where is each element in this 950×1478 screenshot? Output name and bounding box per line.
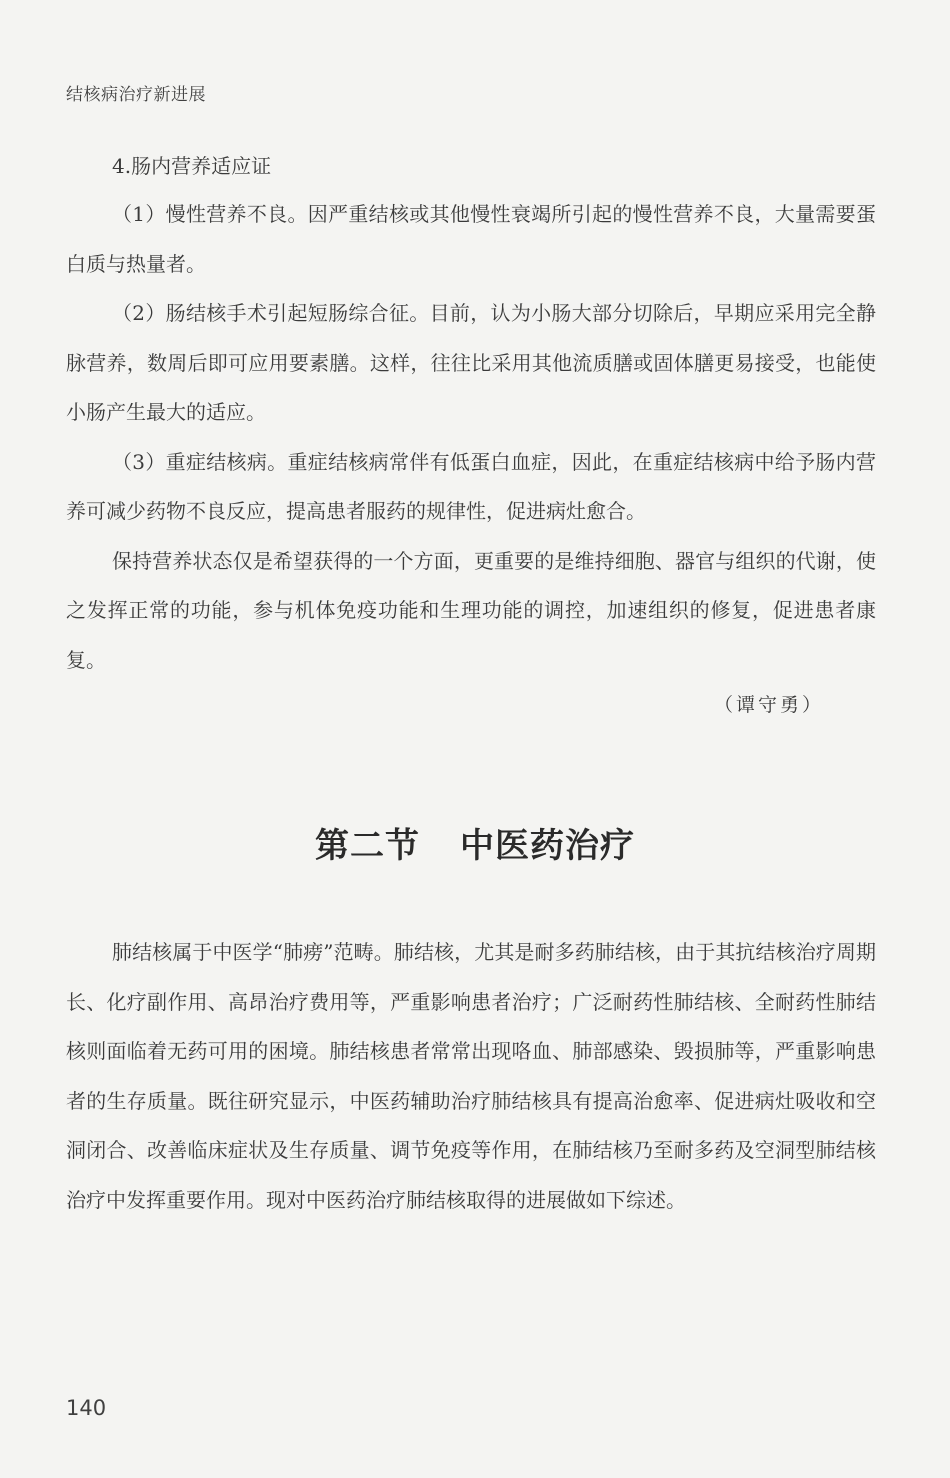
author-attribution: （谭守勇） bbox=[713, 694, 824, 716]
page-number: 140 bbox=[66, 1396, 107, 1420]
section-number: 第二节 bbox=[315, 826, 420, 866]
paragraph-severe-tb: （3）重症结核病。重症结核病常伴有低蛋白血症，因此，在重症结核病中给予肠内营养可减少药物不良反应，提高患者服药的规律性，促进病灶愈合。 bbox=[66, 449, 876, 523]
paragraph-short-bowel: （2）肠结核手术引起短肠综合征。目前，认为小肠大部分切除后，早期应采用完全静脉营养，数周后即可应用要素膳。这样，往往比采用其他流质膳或固体膳更易接受，也能使小肠产生最大的适应。 bbox=[66, 301, 876, 424]
paragraph-tcm-intro: 肺结核属于中医学“肺痨”范畴。肺结核，尤其是耐多药肺结核，由于其抗结核治疗周期长、化疗副作用、高昂治疗费用等，严重影响患者治疗；广泛耐药性肺结核、全耐药性肺结核则面临着无药可用的困境。肺结核患者常常出现咯血、肺部感染、毁损肺等，严重影响患者的生存质量。既往研究显示，中医药辅助治疗肺结核具有提高治愈率、促进病灶吸收和空洞闭合、改善临床症状及生存质量、调节免疫等作用，在肺结核乃至耐多药及空洞型肺结核治疗中发挥重要作用。现对中医药治疗肺结核取得的进展做如下综述。 bbox=[66, 940, 876, 1212]
running-header: 结核病治疗新进展 bbox=[66, 85, 206, 105]
section-name: 中医药治疗 bbox=[460, 826, 635, 866]
section2-body bbox=[66, 928, 876, 1225]
section-title bbox=[0, 818, 950, 867]
paragraph-chronic-malnutrition: （1）慢性营养不良。因严重结核或其他慢性衰竭所引起的慢性营养不良，大量需要蛋白质与热量者。 bbox=[66, 202, 876, 276]
subsection-heading: 4.肠内营养适应证 bbox=[112, 154, 272, 178]
paragraph-nutrition-summary: 保持营养状态仅是希望获得的一个方面，更重要的是维持细胞、器官与组织的代谢，使之发挥正常的功能，参与机体免疫功能和生理功能的调控，加速组织的修复，促进患者康复。 bbox=[66, 548, 876, 672]
section1-body bbox=[66, 190, 876, 685]
